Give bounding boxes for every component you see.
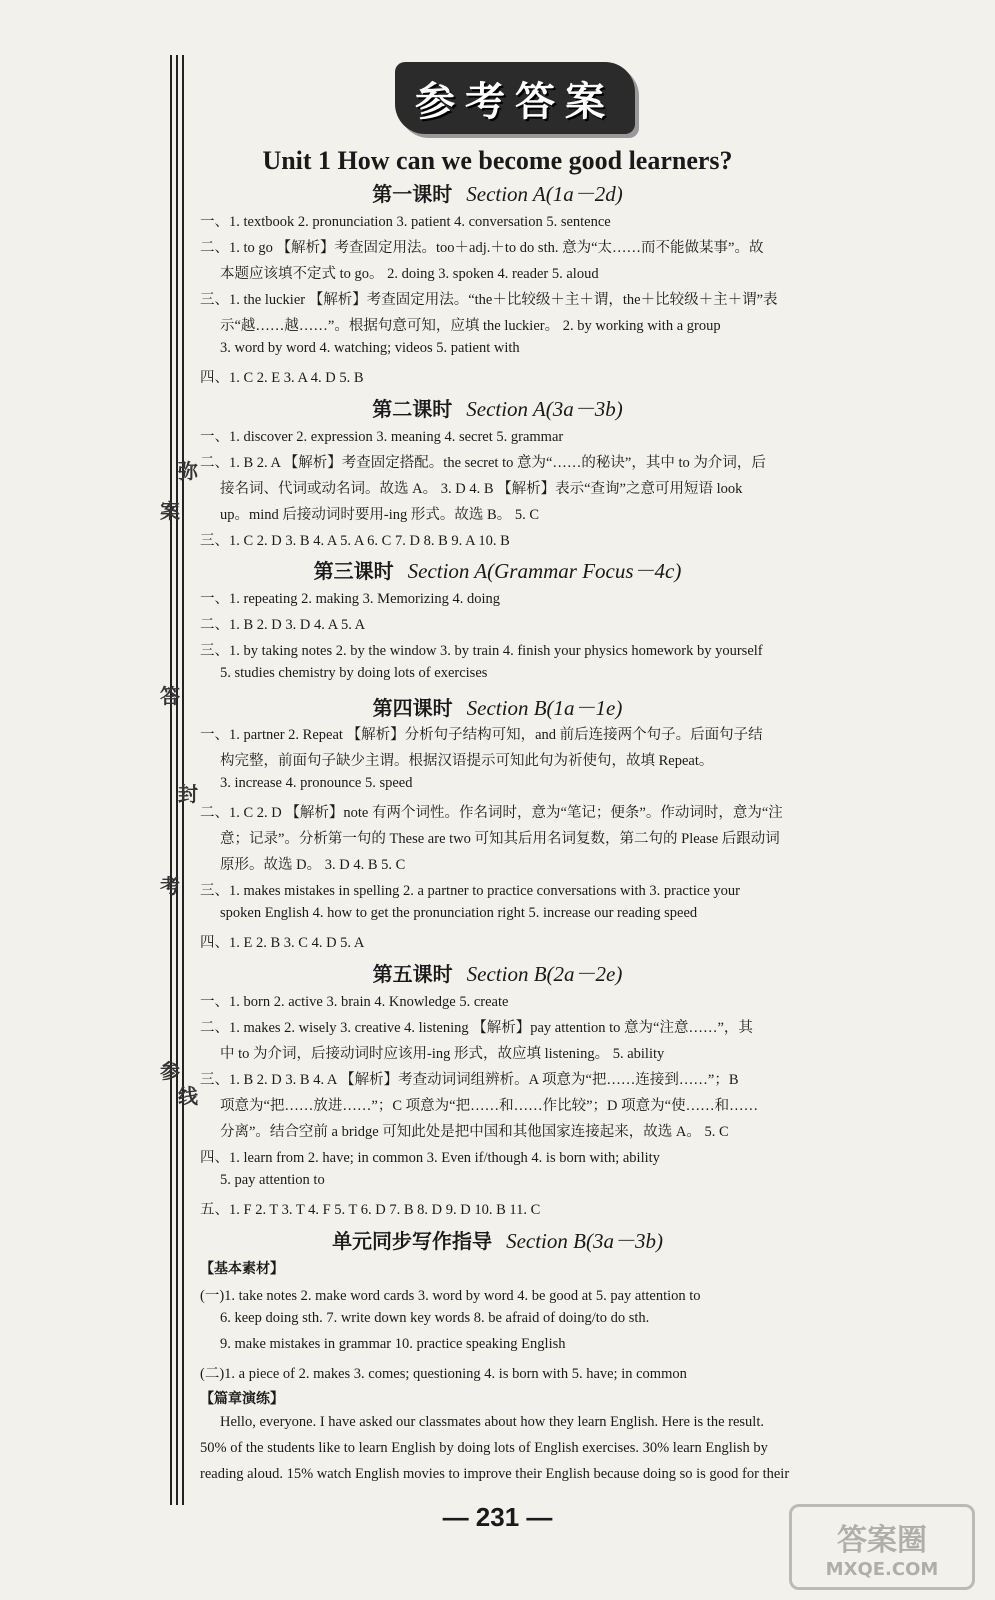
answer-line: 三、1. makes mistakes in spelling 2. a partner to practice conversations with 3. practice your bbox=[200, 883, 740, 899]
lesson-title: 第二课时 Section A(3a－3b) bbox=[372, 397, 623, 421]
answer-line: 三、1. the luckier 【解析】考查固定用法。“the＋比较级＋主＋谓，the＋比较级＋主＋谓”表 bbox=[200, 292, 778, 308]
answer-line: 二、1. C 2. D 【解析】note 有两个词性。作名词时，意为“笔记；便条”。作动词时，意为“注 bbox=[200, 805, 783, 821]
answer-line: 3. increase 4. pronounce 5. speed bbox=[220, 775, 413, 791]
answer-line: 5. pay attention to bbox=[220, 1172, 325, 1188]
answer-line: Hello, everyone. I have asked our classmates about how they learn English. Here is the result. bbox=[220, 1414, 764, 1430]
answer-line: reading aloud. 15% watch English movies to improve their English because doing so is good for their bbox=[200, 1466, 790, 1482]
lesson-title: 第三课时 Section A(Grammar Focus－4c) bbox=[313, 559, 682, 583]
watermark-logo: 答案圈 MXQE.COM bbox=[789, 1504, 975, 1590]
answer-line: 分离”。结合空前 a bridge 可知此处是把中国和其他国家连接起来，故选 A。 5. C bbox=[220, 1124, 729, 1140]
answer-line: 四、1. E 2. B 3. C 4. D 5. A bbox=[200, 935, 365, 951]
lesson-title: 第五课时 Section B(2a－2e) bbox=[372, 962, 623, 986]
answer-line: spoken English 4. how to get the pronunciation right 5. increase our reading speed bbox=[220, 905, 698, 921]
answer-line: 意；记录”。分析第一句的 These are two 可知其后用名词复数，第二句的 Please 后跟动词 bbox=[220, 831, 780, 847]
answer-line: 三、1. C 2. D 3. B 4. A 5. A 6. C 7. D 8. B 9. A 10. B bbox=[200, 533, 510, 549]
answer-line: 四、1. learn from 2. have; in common 3. Even if/though 4. is born with; ability bbox=[200, 1150, 660, 1166]
section-tag: 【篇章演练】 bbox=[200, 1391, 284, 1407]
answer-line: 二、1. B 2. D 3. D 4. A 5. A bbox=[200, 617, 366, 633]
answer-line: 6. keep doing sth. 7. write down key words 8. be afraid of doing/to do sth. bbox=[220, 1310, 650, 1326]
answer-line: 9. make mistakes in grammar 10. practice speaking English bbox=[220, 1336, 566, 1352]
answer-line: 四、1. C 2. E 3. A 4. D 5. B bbox=[200, 370, 364, 386]
answer-line: 中 to 为介词，后接动词时应该用-ing 形式，故应填 listening。 5. ability bbox=[220, 1046, 665, 1062]
answer-line: 示“越……越……”。根据句意可知，应填 the luckier。 2. by working with a group bbox=[220, 318, 721, 334]
answer-line: 一、1. discover 2. expression 3. meaning 4. secret 5. grammar bbox=[200, 429, 564, 445]
margin-char: 封 bbox=[178, 782, 198, 806]
answer-line: up。mind 后接动词时要用-ing 形式。故选 B。 5. C bbox=[220, 507, 540, 523]
section-tag: 【基本素材】 bbox=[200, 1261, 284, 1277]
answer-line: 二、1. B 2. A 【解析】考查固定搭配。the secret to 意为“……的秘诀”，其中 to 为介词，后 bbox=[200, 455, 766, 471]
margin-char: 考 bbox=[160, 874, 180, 898]
answer-line: 二、1. makes 2. wisely 3. creative 4. listening 【解析】pay attention to 意为“注意……”，其 bbox=[200, 1020, 753, 1036]
page-number: — 231 — bbox=[442, 1502, 553, 1532]
answer-key-banner bbox=[395, 62, 635, 134]
answer-line: 一、1. repeating 2. making 3. Memorizing 4. doing bbox=[200, 591, 501, 607]
answer-line: 5. studies chemistry by doing lots of exercises bbox=[220, 665, 488, 681]
answer-line: (一)1. take notes 2. make word cards 3. word by word 4. be good at 5. pay attention to bbox=[200, 1288, 701, 1304]
margin-char: 弥 bbox=[178, 459, 198, 483]
answer-line: 构完整，前面句子缺少主谓。根据汉语提示可知此句为祈使句，故填 Repeat。 bbox=[220, 753, 714, 769]
margin-char: 案 bbox=[160, 499, 180, 523]
lesson-title: 第四课时 Section B(1a－1e) bbox=[372, 696, 623, 720]
answer-line: 二、1. to go 【解析】考查固定用法。too＋adj.＋to do sth. 意为“太……而不能做某事”。故 bbox=[200, 240, 764, 256]
answer-line: 原形。故选 D。 3. D 4. B 5. C bbox=[220, 857, 406, 873]
answer-line: 一、1. partner 2. Repeat 【解析】分析句子结构可知，and 前后连接两个句子。后面句子结 bbox=[200, 727, 763, 743]
answer-line: 一、1. textbook 2. pronunciation 3. patient 4. conversation 5. sentence bbox=[200, 214, 611, 230]
unit-title: Unit 1 How can we become good learners? bbox=[262, 146, 733, 175]
answer-line: 一、1. born 2. active 3. brain 4. Knowledge 5. create bbox=[200, 994, 509, 1010]
answer-line: 50% of the students like to learn English by doing lots of English exercises. 30% learn English by bbox=[200, 1440, 768, 1456]
answer-line: 三、1. by taking notes 2. by the window 3. by train 4. finish your physics homework by yourself bbox=[200, 643, 763, 659]
answer-line: 本题应该填不定式 to go。 2. doing 3. spoken 4. reader 5. aloud bbox=[220, 266, 599, 282]
answer-line: 三、1. B 2. D 3. B 4. A 【解析】考查动词词组辨析。A 项意为“把……连接到……”；B bbox=[200, 1072, 739, 1088]
lesson-title: 单元同步写作指导 Section B(3a－3b) bbox=[332, 1229, 663, 1253]
answer-line: 3. word by word 4. watching; videos 5. patient with bbox=[220, 340, 520, 356]
margin-char: 答 bbox=[160, 684, 180, 708]
margin-char: 线 bbox=[178, 1084, 198, 1108]
banner-text: 参考答案 bbox=[415, 78, 615, 125]
answer-line: 接名词、代词或动名词。故选 A。 3. D 4. B 【解析】表示“查询”之意可用短语 look bbox=[220, 481, 743, 497]
answer-line: 五、1. F 2. T 3. T 4. F 5. T 6. D 7. B 8. D 9. D 10. B 11. C bbox=[200, 1202, 541, 1218]
lesson-title: 第一课时 Section A(1a－2d) bbox=[372, 182, 623, 206]
margin-char: 参 bbox=[160, 1059, 180, 1083]
answer-line: 项意为“把……放进……”；C 项意为“把……和……作比较”；D 项意为“使……和…… bbox=[220, 1098, 759, 1114]
answer-line: (二)1. a piece of 2. makes 3. comes; questioning 4. is born with 5. have; in common bbox=[200, 1366, 687, 1382]
